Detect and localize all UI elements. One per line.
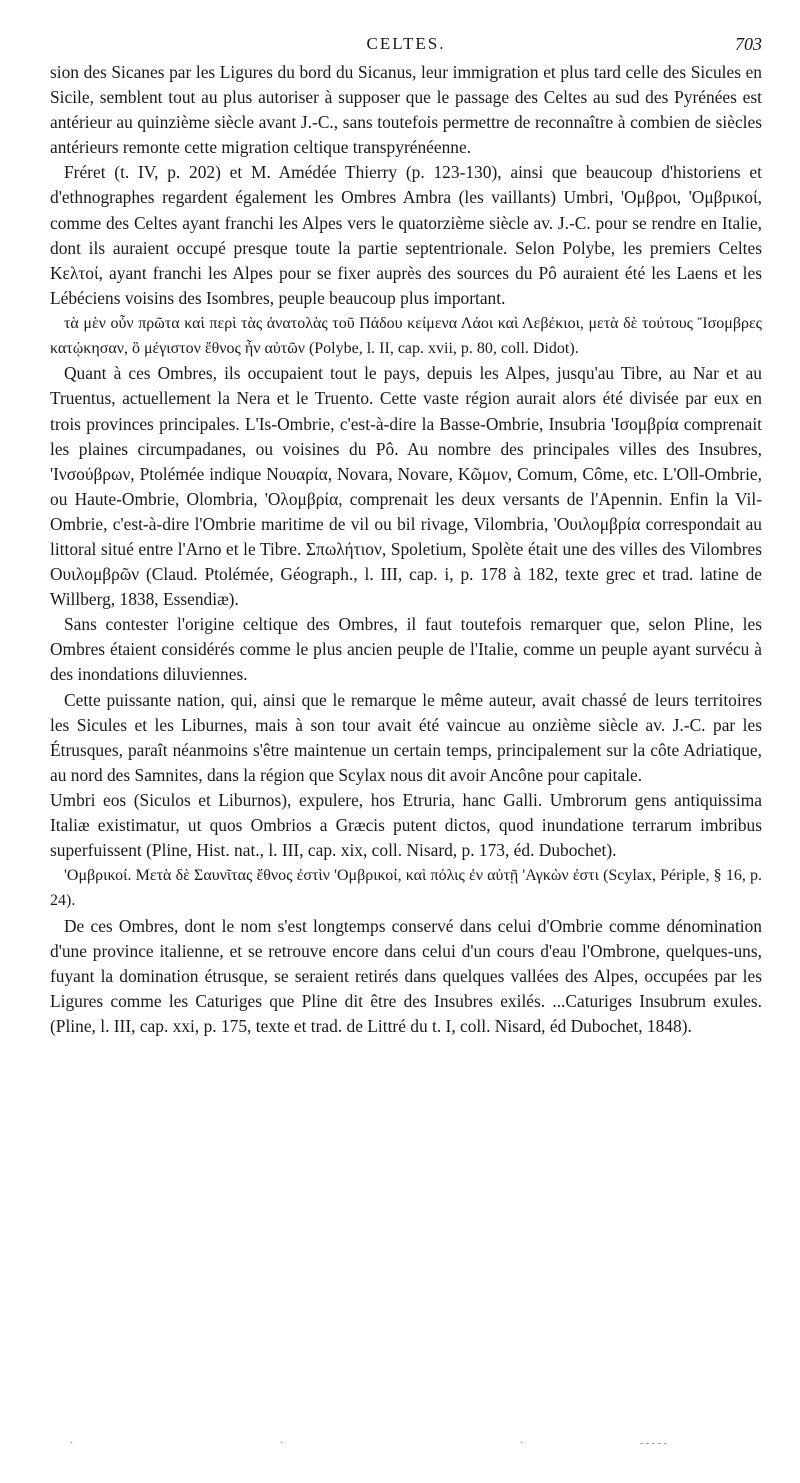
paragraph-4: Sans contester l'origine celtique des Ombres, il faut toutefois remarquer que, selon Pline, les Ombres étaient considérés comme le plus ancien peuple de l'Italie, comme un peuple ayant survécu à des inondations diluviennes. bbox=[50, 614, 762, 685]
paragraph-5: Cette puissante nation, qui, ainsi que le remarque le même auteur, avait chassé de leurs territoires les Sicules et les Liburnes, mais à son tour avait été vaincue au onzième siècle av. J.-C. par les Étrusques, paraît néanmoins s'être maintenue un certain temps, principalement sur la côte Adriatique, au nord des Samnites, dans la région que Scylax nous dit avoir Ancône pour capitale. bbox=[50, 689, 762, 785]
print-marks: · · · - - - - - bbox=[70, 1438, 667, 1449]
running-title: CELTES. bbox=[366, 34, 446, 53]
running-head bbox=[50, 30, 762, 60]
paragraph-1: sion des Sicanes par les Ligures du bord du Sicanus, leur immigration et plus tard celle des Sicules en Sicile, semblent tout au plus autoriser à supposer que le passage des Celtes au sud des Pyrénées est antérieur au quinzième siècle avant J.-C., sans toutefois permettre de reconnaître à combien de siècles antérieurs remonte cette migration celtique transpyrénéenne. bbox=[50, 62, 762, 158]
greek-quote-scylax: 'Ομβρικοί. Μετὰ δὲ Σαυνῖτας ἔθνος ἐστὶν 'Ομβρικοί, καὶ πόλις ἐν αὐτῇ 'Αγκὼν ἐστι (Scylax, Périple, § 16, p. 24). bbox=[50, 867, 762, 910]
page-number: 703 bbox=[735, 34, 762, 54]
paragraph-3: Quant à ces Ombres, ils occupaient tout le pays, depuis les Alpes, jusqu'au Tibre, au Nar et au Truentus, actuellement la Nera et le Truento. Cette vaste région aurait alors été divisée par eux en trois provinces principales. L'Is-Ombrie, c'est-à-dire la Basse-Ombrie, Insubria 'Ισομβρία comprenait les plaines circumpadanes, ou voisines du Pô. Au nombre des principales villes des Insubres, 'Ινσούβρων, Ptolémée indique Νουαρία, Novara, Novare, Κῶμον, Comum, Côme, etc. L'Oll-Ombrie, ou Haute-Ombrie, Olombria, 'Ολομβρία, comprenait les deux versants de l'Apennin. Enfin la Vil-Ombrie, c'est-à-dire l'Ombrie maritime de vil ou bil rivage, Vilombria, 'Ουιλομβρία correspondait au littoral situé entre l'Arno et le Tibre. Σπωλήτιον, Spoletium, Spolète était une des villes des Vilombres Ουιλομβρῶν (Claud. Ptolémée, Géograph., l. III, cap. i, p. 178 à 182, texte grec et trad. latine de Willberg, 1838, Essendiæ). bbox=[50, 363, 762, 610]
paragraph-6: De ces Ombres, dont le nom s'est longtemps conservé dans celui d'Ombrie comme dénomination d'une province italienne, et se retrouve encore dans celui d'un cours d'eau l'Ombrone, quelques-uns, fuyant la domination étrusque, se seraient retirés dans quelques vallées des Alpes, occupées par les Ligures comme les Caturiges que Pline dit être des Insubres exilés. ...Caturiges Insubrum exules. (Pline, l. III, cap. xxi, p. 175, texte et trad. de Littré du t. I, coll. Nisard, éd Dubochet, 1848). bbox=[50, 915, 762, 1036]
paragraph-2: Fréret (t. IV, p. 202) et M. Amédée Thierry (p. 123-130), ainsi que beaucoup d'historiens et d'ethnographes regardent également les Ombres Ambra (les vaillants) Umbri, 'Ομβροι, 'Ομβρικοί, comme des Celtes ayant franchi les Alpes vers le quatorzième siècle av. J.-C. pour se rendre en Italie, dont ils auraient occupé presque toute la partie septentrionale. Selon Polybe, les premiers Celtes Κελτοί, ayant franchi les Alpes pour se fixer auprès des sources du Pô auraient été les Laens et les Lébéciens voisins des Isombres, peuple beaucoup plus important. bbox=[50, 162, 762, 308]
greek-quote-polybe: τὰ μὲν οὖν πρῶτα καὶ περὶ τὰς ἀνατολὰς τοῦ Πάδου κείμενα Λάοι καὶ Λεβέκιοι, μετὰ δὲ τούτους Ἴσομβρες κατῴκησαν, ὃ μέγιστον ἔθνος ἦν αὐτῶν (Polybe, l. II, cap. xvii, p. 80, coll. Didot). bbox=[50, 314, 762, 358]
latin-quote-pline: Umbri eos (Siculos et Liburnos), expulere, hos Etruria, hanc Galli. Umbrorum gens antiquissima Italiæ existimatur, ut quos Ombrios a Græcis putent dictos, quod inundatione terrarum imbribus superfuissent (Pline, Hist. nat., l. III, cap. xix, coll. Nisard, p. 173, éd. Dubochet). bbox=[50, 789, 762, 861]
text-body bbox=[50, 60, 762, 1039]
